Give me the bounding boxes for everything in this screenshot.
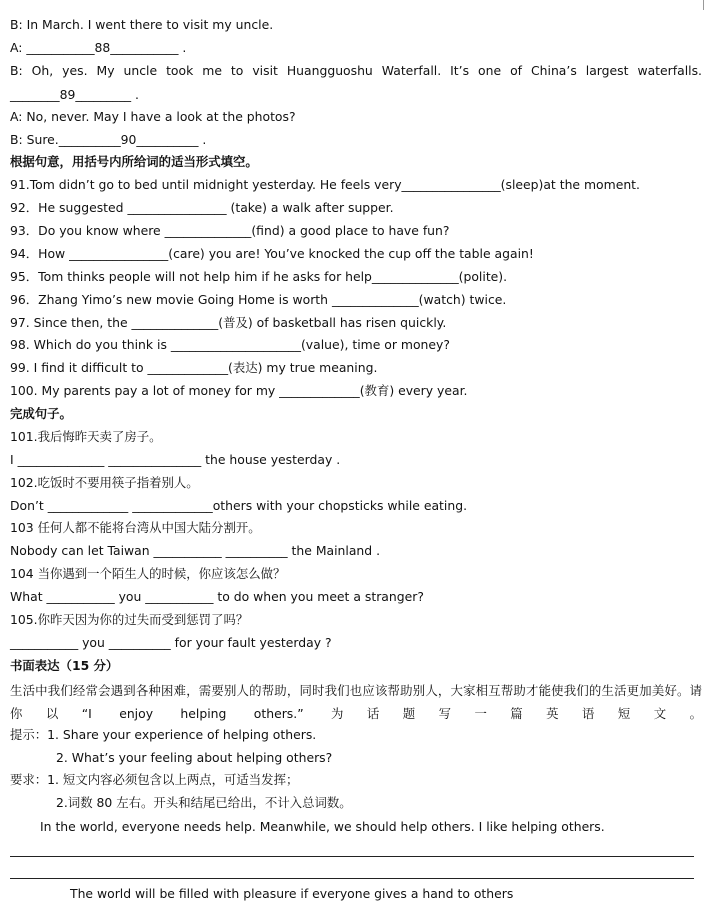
dialogue-line-5: A: No, never. May I have a look at the photos? — [10, 109, 296, 124]
complete-item-105-chinese: 105.你昨天因为你的过失而受到惩罚了吗？ — [10, 612, 249, 627]
requirement-item-1: 1. 短文内容必须包含以上两点，可适当发挥； — [47, 772, 299, 787]
fill-section-heading: 根据句意，用括号内所给词的适当形式填空。 — [10, 154, 258, 169]
complete-item-105-english: ___________ you __________ for your fault yesterday ? — [10, 635, 332, 650]
requirement-label: 要求： — [10, 772, 48, 787]
complete-item-102-chinese: 102.吃饭时不要用筷子指着别人。 — [10, 475, 199, 490]
complete-section-heading: 完成句子。 — [10, 406, 72, 421]
requirement-item-2: 2.词数 80 左右。开头和结尾已给出，不计入总词数。 — [56, 795, 352, 810]
fill-item-98: 98. Which do you think is _____________________(value), time or money? — [10, 337, 450, 352]
complete-item-102-english: Don’t _____________ _____________others with your chopsticks while eating. — [10, 498, 468, 513]
complete-item-101-english: I ______________ _______________ the house yesterday . — [10, 452, 341, 467]
dialogue-line-1: B: In March. I went there to visit my uncle. — [10, 17, 274, 32]
complete-item-101-chinese: 101.我后悔昨天卖了房子。 — [10, 429, 162, 444]
hint-label: 提示： — [10, 727, 48, 742]
fill-item-97: 97. Since then, the ______________(普及) of basketball has risen quickly. — [10, 315, 447, 330]
fill-item-100: 100. My parents pay a lot of money for my _____________(教育) every year. — [10, 383, 468, 398]
complete-item-103-chinese: 103 任何人都不能将台湾从中国大陆分割开。 — [10, 520, 261, 535]
dialogue-line-4: ________89_________ . — [10, 87, 139, 102]
answer-line-2 — [10, 878, 694, 879]
dialogue-line-2: A: ___________88___________ . — [10, 40, 187, 55]
essay-opening: In the world, everyone needs help. Meanwhile, we should help others. I like helping others. — [40, 819, 605, 834]
complete-item-103-english: Nobody can let Taiwan ___________ __________ the Mainland . — [10, 543, 381, 558]
fill-item-94: 94．How ________________(care) you are! You’ve knocked the cup off the table again! — [10, 246, 534, 261]
writing-section-heading: 书面表达（15 分） — [10, 658, 119, 673]
writing-hints-row-1 — [10, 726, 702, 744]
fill-item-93: 93．Do you know where ______________(find) a good place to have fun? — [10, 223, 450, 238]
answer-line-1 — [10, 856, 694, 857]
writing-intro: 生活中我们经常会遇到各种困难，需要别人的帮助，同时我们也应该帮助别人，大家相互帮助才能使我们的生活更加美好。请你以“I enjoy helping others.” 为话题写一篇英语短文。 — [10, 683, 702, 721]
page-corner-mark — [703, 0, 704, 10]
writing-req-row-1 — [10, 771, 702, 789]
fill-item-95: 95．Tom thinks people will not help him if he asks for help______________(polite). — [10, 269, 508, 284]
fill-item-96: 96．Zhang Yimo’s new movie Going Home is worth ______________(watch) twice. — [10, 292, 507, 307]
dialogue-line-3: B: Oh, yes. My uncle took me to visit Huangguoshu Waterfall. It’s one of China’s largest waterfalls. — [10, 63, 702, 78]
fill-item-92: 92．He suggested ________________ (take) a walk after supper. — [10, 200, 394, 215]
fill-item-99: 99. I find it difficult to _____________(表达) my true meaning. — [10, 360, 378, 375]
hint-item-2: 2. What’s your feeling about helping others? — [56, 750, 333, 765]
dialogue-line-6: B: Sure.__________90__________ . — [10, 132, 207, 147]
essay-closing: The world will be filled with pleasure if everyone gives a hand to others — [70, 886, 514, 901]
fill-item-91: 91.Tom didn’t go to bed until midnight yesterday. He feels very________________(sleep)at the moment. — [10, 177, 640, 192]
complete-item-104-chinese: 104 当你遇到一个陌生人的时候，你应该怎么做？ — [10, 566, 286, 581]
hint-item-1: 1. Share your experience of helping others. — [47, 727, 317, 742]
complete-item-104-english: What ___________ you ___________ to do when you meet a stranger? — [10, 589, 424, 604]
